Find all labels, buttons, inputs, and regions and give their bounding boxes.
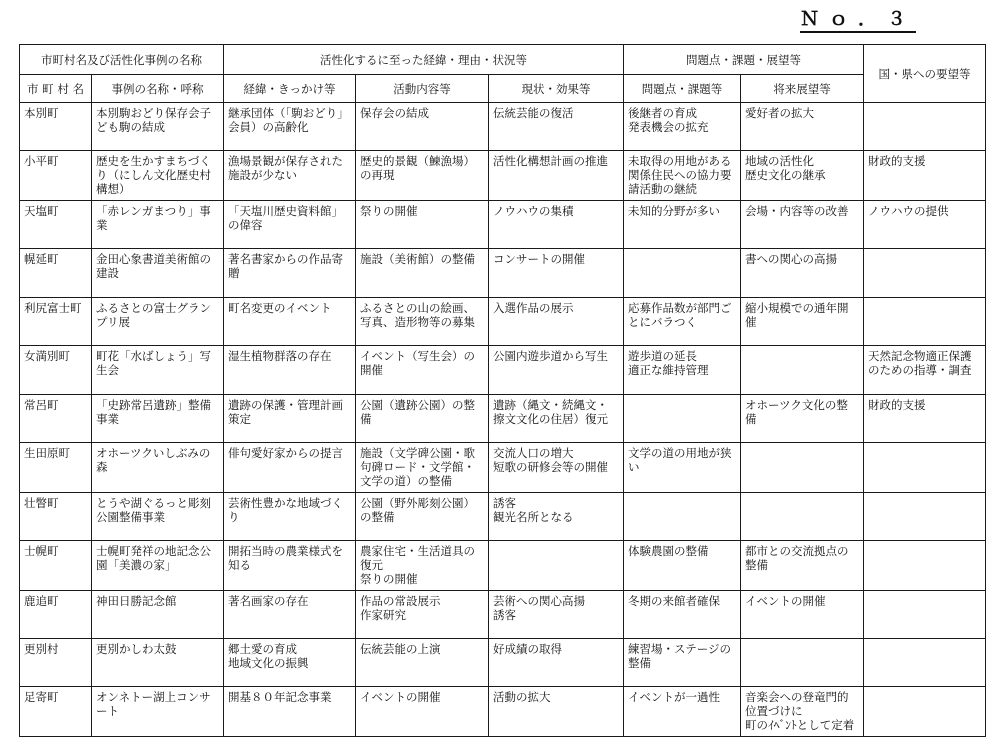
cell-case-name: ふるさとの富士グランプリ展 <box>92 297 224 345</box>
cell-effect <box>489 541 624 590</box>
cell-activity: 公園（遺跡公園）の整備 <box>356 394 489 442</box>
cell-request <box>864 103 986 151</box>
cell-effect: 活性化構想計画の推進 <box>489 151 624 200</box>
table-row <box>20 151 986 200</box>
cell-town: 常呂町 <box>20 394 92 442</box>
cell-activity: 施設（文学碑公園・歌句碑ロード・文学館・文学の道）の整備 <box>356 443 489 492</box>
cell-activity: 施設（美術館）の整備 <box>356 249 489 297</box>
cell-cause: 開拓当時の農業様式を知る <box>224 541 356 590</box>
cell-problem <box>624 492 741 540</box>
cell-cause: 湿生植物群落の存在 <box>224 346 356 394</box>
cell-request <box>864 443 986 492</box>
cell-request <box>864 297 986 345</box>
header-problem: 問題点・課題等 <box>624 75 741 103</box>
cell-problem: 後継者の育成 発表機会の拡充 <box>624 103 741 151</box>
header-row-columns <box>20 75 986 103</box>
cell-effect: ノウハウの集積 <box>489 200 624 248</box>
cell-request <box>864 492 986 540</box>
table-row <box>20 297 986 345</box>
cell-outlook <box>741 492 864 540</box>
table-row <box>20 103 986 151</box>
table-row <box>20 492 986 540</box>
cell-problem: 未知的分野が多い <box>624 200 741 248</box>
header-group-town: 市町村名及び活性化事例の名称 <box>20 45 224 75</box>
cell-outlook: オホーツク文化の整備 <box>741 394 864 442</box>
header-effect: 現状・効果等 <box>489 75 624 103</box>
table-row <box>20 249 986 297</box>
cell-request: 財政的支援 <box>864 394 986 442</box>
table-row <box>20 590 986 638</box>
cell-activity: 歴史的景観（鰊漁場）の再現 <box>356 151 489 200</box>
cell-cause: 継承団体（「駒おどり」会員）の高齢化 <box>224 103 356 151</box>
cell-request: 財政的支援 <box>864 151 986 200</box>
header-row-groups <box>20 45 986 75</box>
cell-request <box>864 249 986 297</box>
cell-outlook <box>741 638 864 686</box>
table-row <box>20 200 986 248</box>
cell-activity: 伝統芸能の上演 <box>356 638 489 686</box>
cell-activity: イベント（写生会）の開催 <box>356 346 489 394</box>
case-table <box>19 44 986 737</box>
cell-cause: 郷土愛の育成 地域文化の振興 <box>224 638 356 686</box>
cell-town: 利尻富士町 <box>20 297 92 345</box>
cell-problem <box>624 249 741 297</box>
cell-town: 幌延町 <box>20 249 92 297</box>
cell-case-name: 神田日勝記念館 <box>92 590 224 638</box>
table-row <box>20 687 986 737</box>
cell-effect: 活動の拡大 <box>489 687 624 737</box>
header-group-issues: 問題点・課題・展望等 <box>624 45 864 75</box>
cell-problem <box>624 394 741 442</box>
cell-problem: 文学の道の用地が狭い <box>624 443 741 492</box>
cell-town: 本別町 <box>20 103 92 151</box>
cell-case-name: 金田心象書道美術館の建設 <box>92 249 224 297</box>
cell-case-name: とうや湖ぐるっと彫刻公園整備事業 <box>92 492 224 540</box>
cell-town: 小平町 <box>20 151 92 200</box>
cell-effect: 公園内遊歩道から写生 <box>489 346 624 394</box>
cell-case-name: 「史跡常呂遺跡」整備事業 <box>92 394 224 442</box>
header-requests: 国・県への要望等 <box>864 45 986 103</box>
cell-case-name: 更別かしわ太鼓 <box>92 638 224 686</box>
cell-cause: 著名書家からの作品寄贈 <box>224 249 356 297</box>
cell-outlook <box>741 443 864 492</box>
cell-activity: ふるさとの山の絵画、写真、造形物等の募集 <box>356 297 489 345</box>
cell-case-name: 「赤レンガまつり」事業 <box>92 200 224 248</box>
cell-outlook: 地域の活性化 歴史文化の継承 <box>741 151 864 200</box>
header-cause: 経緯・きっかけ等 <box>224 75 356 103</box>
cell-activity: イベントの開催 <box>356 687 489 737</box>
cell-town: 足寄町 <box>20 687 92 737</box>
cell-cause: 著名画家の存在 <box>224 590 356 638</box>
header-outlook: 将来展望等 <box>741 75 864 103</box>
cell-problem: イベントが一過性 <box>624 687 741 737</box>
cell-request <box>864 590 986 638</box>
cell-case-name: オホーツクいしぶみの森 <box>92 443 224 492</box>
cell-problem: 未取得の用地がある関係住民への協力要請活動の継続 <box>624 151 741 200</box>
page-number: Ｎｏ．３ <box>800 8 916 33</box>
cell-effect: 誘客 観光名所となる <box>489 492 624 540</box>
table-row <box>20 394 986 442</box>
cell-town: 鹿追町 <box>20 590 92 638</box>
cell-cause: 遺跡の保護・管理計画策定 <box>224 394 356 442</box>
cell-effect: コンサートの開催 <box>489 249 624 297</box>
table-row <box>20 638 986 686</box>
cell-town: 女満別町 <box>20 346 92 394</box>
header-case-name: 事例の名称・呼称 <box>92 75 224 103</box>
cell-town: 壮瞥町 <box>20 492 92 540</box>
cell-case-name: 歴史を生かすまちづくり（にしん文化歴史村構想） <box>92 151 224 200</box>
cell-problem: 遊歩道の延長 適正な維持管理 <box>624 346 741 394</box>
cell-activity: 保存会の結成 <box>356 103 489 151</box>
cell-cause: 芸術性豊かな地域づくり <box>224 492 356 540</box>
cell-problem: 応募作品数が部門ごとにバラつく <box>624 297 741 345</box>
cell-request <box>864 638 986 686</box>
cell-outlook <box>741 346 864 394</box>
cell-effect: 好成績の取得 <box>489 638 624 686</box>
header-activity: 活動内容等 <box>356 75 489 103</box>
header-town: 市 町 村 名 <box>20 75 92 103</box>
cell-activity: 祭りの開催 <box>356 200 489 248</box>
cell-case-name: オンネトー湖上コンサート <box>92 687 224 737</box>
table-row <box>20 541 986 590</box>
cell-problem: 冬期の来館者確保 <box>624 590 741 638</box>
cell-cause: 開基８０年記念事業 <box>224 687 356 737</box>
cell-cause: 俳句愛好家からの提言 <box>224 443 356 492</box>
cell-case-name: 本別駒おどり保存会子ども駒の結成 <box>92 103 224 151</box>
cell-outlook: 都市との交流拠点の整備 <box>741 541 864 590</box>
cell-cause: 町名変更のイベント <box>224 297 356 345</box>
cell-town: 士幌町 <box>20 541 92 590</box>
cell-outlook: 愛好者の拡大 <box>741 103 864 151</box>
cell-town: 天塩町 <box>20 200 92 248</box>
cell-problem: 体験農園の整備 <box>624 541 741 590</box>
cell-outlook: 書への関心の高揚 <box>741 249 864 297</box>
cell-effect: 芸術への関心高揚 誘客 <box>489 590 624 638</box>
cell-outlook: 音楽会への登竜門的位置づけに 町のｲﾍﾞﾝﾄとして定着 <box>741 687 864 737</box>
cell-request <box>864 541 986 590</box>
cell-town: 生田原町 <box>20 443 92 492</box>
cell-cause: 「天塩川歴史資料館」の偉容 <box>224 200 356 248</box>
cell-outlook: イベントの開催 <box>741 590 864 638</box>
cell-town: 更別村 <box>20 638 92 686</box>
cell-case-name: 士幌町発祥の地記念公園「美濃の家」 <box>92 541 224 590</box>
cell-activity: 公園（野外彫刻公園）の整備 <box>356 492 489 540</box>
table-row <box>20 443 986 492</box>
cell-activity: 作品の常設展示 作家研究 <box>356 590 489 638</box>
cell-case-name: 町花「水ばしょう」写生会 <box>92 346 224 394</box>
cell-outlook: 会場・内容等の改善 <box>741 200 864 248</box>
cell-effect: 伝統芸能の復活 <box>489 103 624 151</box>
cell-effect: 遺跡（縄文・続縄文・擦文文化の住居）復元 <box>489 394 624 442</box>
cell-activity: 農家住宅・生活道具の復元 祭りの開催 <box>356 541 489 590</box>
cell-request: ノウハウの提供 <box>864 200 986 248</box>
table-row <box>20 346 986 394</box>
cell-request <box>864 687 986 737</box>
cell-effect: 交流人口の増大 短歌の研修会等の開催 <box>489 443 624 492</box>
cell-problem: 練習場・ステージの整備 <box>624 638 741 686</box>
cell-outlook: 縮小規模での通年開催 <box>741 297 864 345</box>
cell-effect: 入選作品の展示 <box>489 297 624 345</box>
cell-request: 天然記念物適正保護のための指導・調査 <box>864 346 986 394</box>
cell-cause: 漁場景観が保存された施設が少ない <box>224 151 356 200</box>
header-group-background: 活性化するに至った経緯・理由・状況等 <box>224 45 624 75</box>
